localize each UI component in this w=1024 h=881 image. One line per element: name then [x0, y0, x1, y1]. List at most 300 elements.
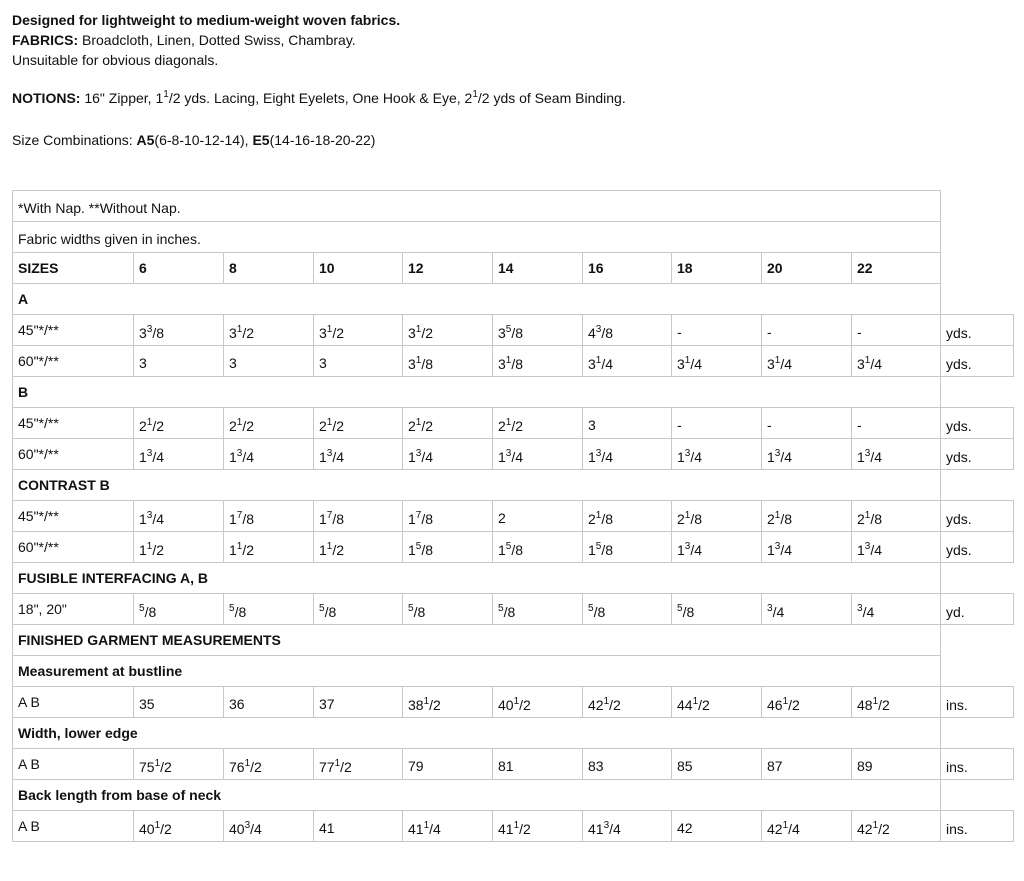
cell-whole: -: [857, 324, 862, 340]
cell-whole: 3: [408, 356, 416, 372]
table-row: [13, 501, 1014, 532]
table-row: [13, 687, 1014, 718]
cell-denominator: /2: [250, 759, 262, 775]
cell-denominator: /4: [152, 449, 165, 465]
yardage-cell-size-22: [852, 532, 941, 563]
cell-denominator: /8: [511, 542, 524, 558]
cell-denominator: /8: [421, 511, 434, 527]
cell-whole: 36: [229, 696, 245, 712]
cell-denominator: /4: [601, 356, 614, 372]
section-title: Width, lower edge: [13, 718, 941, 749]
cell-numerator: 1: [236, 541, 243, 552]
yardage-cell-size-22: [852, 408, 941, 439]
cell-denominator: /2: [152, 542, 165, 558]
cell-numerator: 1: [505, 355, 512, 366]
cell-whole: 40: [498, 697, 514, 713]
yardage-cell-size-16: [583, 501, 672, 532]
table-row: [13, 594, 1014, 625]
cell-numerator: 1: [326, 324, 333, 335]
cell-numerator: 1: [244, 758, 251, 769]
cell-numerator: 7: [236, 510, 243, 521]
cell-whole: 1: [139, 511, 147, 527]
fabric-width-label: 60"*/**: [13, 532, 134, 563]
fabric-width-label: 60"*/**: [13, 439, 134, 470]
cell-denominator: /2: [242, 418, 255, 434]
cell-numerator: 1: [684, 355, 691, 366]
yardage-cell-size-14: [493, 687, 583, 718]
cell-denominator: /4: [870, 542, 883, 558]
cell-numerator: 3: [857, 603, 863, 614]
cell-numerator: 1: [415, 417, 422, 428]
cell-whole: 2: [408, 418, 416, 434]
yardage-cell-size-16: [583, 811, 672, 842]
yardage-cell-size-12: [403, 594, 493, 625]
yardage-cell-size-22: [852, 315, 941, 346]
cell-denominator: /2: [878, 697, 890, 713]
yardage-cell-size-12: [403, 346, 493, 377]
cell-whole: 1: [319, 542, 327, 558]
cell-numerator: 3: [595, 324, 602, 335]
size-header-10: 10: [314, 253, 403, 284]
size-header-22: 22: [852, 253, 941, 284]
cell-whole: 3: [498, 325, 506, 341]
cell-whole: -: [677, 324, 682, 340]
cell-denominator: /8: [242, 511, 255, 527]
cell-denominator: /8: [152, 325, 165, 341]
cell-whole: 3: [677, 356, 685, 372]
cell-denominator: /2: [788, 697, 800, 713]
yardage-cell-size-10: [314, 749, 403, 780]
yardage-cell-size-12: [403, 687, 493, 718]
yardage-cell-size-8: [224, 749, 314, 780]
yardage-cell-size-22: [852, 687, 941, 718]
yardage-cell-size-18: [672, 346, 762, 377]
cell-numerator: 1: [864, 355, 871, 366]
table-note-row: [13, 191, 1014, 222]
yardage-cell-size-14: [493, 439, 583, 470]
cell-whole: 1: [139, 542, 147, 558]
cell-whole: 1: [767, 449, 775, 465]
yardage-cell-size-14: [493, 346, 583, 377]
cell-whole: 2: [857, 511, 865, 527]
cell-numerator: 3: [146, 510, 153, 521]
cell-whole: 42: [588, 697, 604, 713]
cell-whole: 37: [319, 696, 335, 712]
fabric-width-label: 18", 20": [13, 594, 134, 625]
yardage-cell-size-12: [403, 501, 493, 532]
table-note-row: [13, 222, 1014, 253]
cell-denominator: /4: [242, 449, 255, 465]
cell-numerator: 1: [595, 510, 602, 521]
cell-whole: 77: [319, 759, 335, 775]
cell-denominator: /8: [682, 604, 695, 620]
cell-numerator: 1: [146, 541, 153, 552]
notions-line: NOTIONS: 16" Zipper, $1^1/2$ yds. Lacing, Eight Eyelets, One Hook & Eye, $2^1/2$ yds of Seam Binding.: [12, 89, 626, 106]
cell-whole: 38: [408, 697, 424, 713]
cell-numerator: 5: [505, 541, 512, 552]
section-header-row: [13, 284, 1014, 315]
fabric-width-label: A B: [13, 687, 134, 718]
cell-numerator: 3: [415, 448, 422, 459]
cell-whole: 3: [498, 356, 506, 372]
cell-whole: 76: [229, 759, 245, 775]
cell-numerator: 1: [236, 324, 243, 335]
cell-denominator: /4: [690, 356, 703, 372]
cell-whole: 48: [857, 697, 873, 713]
cell-whole: 1: [229, 449, 237, 465]
yardage-cell-size-6: [134, 811, 224, 842]
cell-numerator: 5: [595, 541, 602, 552]
yardage-cell-size-16: [583, 532, 672, 563]
section-header-row: [13, 718, 1014, 749]
yardage-cell-size-16: [583, 346, 672, 377]
yardage-cell-size-18: [672, 501, 762, 532]
cell-numerator: 5: [229, 603, 235, 614]
yardage-cell-size-12: [403, 439, 493, 470]
size-combinations-line: Size Combinations: A5(6-8-10-12-14), E5(14-16-18-20-22): [12, 132, 376, 148]
yardage-cell-size-18: [672, 439, 762, 470]
cell-whole: 40: [229, 821, 245, 837]
yardage-cell-size-6: [134, 532, 224, 563]
cell-denominator: /2: [332, 418, 345, 434]
yardage-cell-size-22: [852, 346, 941, 377]
fabric-width-label: 45"*/**: [13, 315, 134, 346]
cell-numerator: 1: [774, 355, 781, 366]
cell-whole: 3: [139, 355, 147, 371]
cell-whole: 2: [498, 510, 506, 526]
yardage-cell-size-10: [314, 346, 403, 377]
unit-label: ins.: [941, 687, 1014, 718]
cell-denominator: /8: [511, 356, 524, 372]
cell-denominator: /8: [421, 542, 434, 558]
yardage-cell-size-22: [852, 749, 941, 780]
cell-whole: 1: [139, 449, 147, 465]
yardage-cell-size-12: [403, 408, 493, 439]
cell-whole: 1: [588, 449, 596, 465]
cell-numerator: 3: [774, 541, 781, 552]
unit-label: yds.: [941, 408, 1014, 439]
cell-whole: 2: [588, 511, 596, 527]
cell-numerator: 5: [139, 603, 145, 614]
unit-label: ins.: [941, 811, 1014, 842]
section-header-row: [13, 625, 1014, 656]
yardage-cell-size-20: [762, 408, 852, 439]
cell-whole: 3: [229, 355, 237, 371]
cell-numerator: 1: [334, 758, 341, 769]
yardage-cell-size-12: [403, 749, 493, 780]
yardage-cell-size-8: [224, 501, 314, 532]
cell-numerator: 1: [154, 820, 161, 831]
cell-denominator: /4: [870, 356, 883, 372]
yardage-cell-size-6: [134, 749, 224, 780]
cell-denominator: /4: [862, 604, 875, 620]
cell-whole: -: [767, 324, 772, 340]
cell-numerator: 3: [864, 448, 871, 459]
unit-label: yds.: [941, 439, 1014, 470]
yardage-cell-size-22: [852, 594, 941, 625]
table-row: [13, 749, 1014, 780]
yardage-cell-size-10: [314, 532, 403, 563]
fabric-width-label: 45"*/**: [13, 408, 134, 439]
cell-numerator: 1: [513, 820, 520, 831]
section-header-row: [13, 377, 1014, 408]
cell-whole: 1: [677, 449, 685, 465]
cell-denominator: /8: [324, 604, 337, 620]
yardage-cell-size-14: [493, 811, 583, 842]
cell-numerator: 1: [326, 417, 333, 428]
cell-denominator: /4: [690, 449, 703, 465]
yardage-cell-size-6: [134, 687, 224, 718]
yardage-table: [12, 190, 1014, 842]
cell-denominator: /4: [511, 449, 524, 465]
yardage-cell-size-6: [134, 439, 224, 470]
yardage-cell-size-14: [493, 501, 583, 532]
cell-denominator: /4: [780, 449, 793, 465]
yardage-cell-size-20: [762, 749, 852, 780]
cell-denominator: /4: [772, 604, 785, 620]
section-header-row: [13, 656, 1014, 687]
cell-whole: 41: [498, 821, 514, 837]
size-code-a5: A5: [136, 132, 155, 148]
cell-whole: 42: [857, 821, 873, 837]
cell-numerator: 5: [505, 324, 512, 335]
size-code-e5: E5: [252, 132, 270, 148]
cell-whole: 41: [408, 821, 424, 837]
section-header-row: [13, 470, 1014, 501]
size-header-14: 14: [493, 253, 583, 284]
yardage-cell-size-14: [493, 315, 583, 346]
cell-whole: 2: [319, 418, 327, 434]
fabric-weight-note: Designed for lightweight to medium-weight woven fabrics.: [12, 12, 401, 28]
yardage-cell-size-22: [852, 811, 941, 842]
yardage-cell-size-22: [852, 439, 941, 470]
unit-label: yd.: [941, 594, 1014, 625]
cell-whole: 3: [319, 325, 327, 341]
yardage-cell-size-6: [134, 315, 224, 346]
cell-denominator: /8: [144, 604, 157, 620]
yardage-cell-size-14: [493, 749, 583, 780]
cell-numerator: 3: [236, 448, 243, 459]
cell-whole: 2: [767, 511, 775, 527]
cell-whole: 1: [229, 511, 237, 527]
cell-denominator: /4: [429, 821, 441, 837]
cell-numerator: 1: [782, 696, 789, 707]
yardage-cell-size-14: [493, 408, 583, 439]
fabrics-label: FABRICS:: [12, 32, 79, 48]
cell-whole: 3: [767, 356, 775, 372]
fabric-width-label: 60"*/**: [13, 346, 134, 377]
cell-denominator: /4: [780, 542, 793, 558]
cell-denominator: /8: [332, 511, 345, 527]
yardage-cell-size-10: [314, 439, 403, 470]
cell-numerator: 1: [774, 510, 781, 521]
cell-denominator: /8: [413, 604, 426, 620]
cell-denominator: /4: [250, 821, 262, 837]
cell-denominator: /2: [160, 759, 172, 775]
yardage-cell-size-8: [224, 439, 314, 470]
cell-numerator: 3: [244, 820, 251, 831]
cell-numerator: 3: [603, 820, 610, 831]
cell-numerator: 1: [236, 417, 243, 428]
unit-label: yds.: [941, 315, 1014, 346]
cell-numerator: 5: [319, 603, 325, 614]
cell-whole: 3: [229, 325, 237, 341]
cell-denominator: /4: [690, 542, 703, 558]
size-header-16: 16: [583, 253, 672, 284]
cell-numerator: 5: [677, 603, 683, 614]
cell-numerator: 1: [423, 820, 430, 831]
yardage-cell-size-8: [224, 594, 314, 625]
yardage-cell-size-8: [224, 408, 314, 439]
cell-whole: 75: [139, 759, 155, 775]
cell-numerator: 1: [782, 820, 789, 831]
yardage-cell-size-6: [134, 346, 224, 377]
cell-denominator: /8: [234, 604, 247, 620]
cell-denominator: /2: [332, 325, 345, 341]
cell-numerator: 1: [864, 510, 871, 521]
cell-whole: -: [857, 417, 862, 433]
cell-denominator: /2: [519, 821, 531, 837]
cell-denominator: /8: [601, 511, 614, 527]
cell-numerator: 1: [505, 417, 512, 428]
table-row: [13, 408, 1014, 439]
yardage-cell-size-20: [762, 315, 852, 346]
yardage-cell-size-18: [672, 315, 762, 346]
yardage-cell-size-18: [672, 811, 762, 842]
fabrics-value: Broadcloth, Linen, Dotted Swiss, Chambray.: [78, 32, 356, 48]
cell-whole: 3: [857, 356, 865, 372]
cell-whole: 41: [319, 820, 335, 836]
cell-whole: 4: [588, 325, 596, 341]
cell-denominator: /2: [429, 697, 441, 713]
cell-whole: 1: [408, 542, 416, 558]
cell-whole: -: [767, 417, 772, 433]
cell-numerator: 5: [408, 603, 414, 614]
size-header-8: 8: [224, 253, 314, 284]
cell-numerator: 1: [146, 417, 153, 428]
cell-denominator: /2: [511, 418, 524, 434]
cell-whole: 3: [319, 355, 327, 371]
yardage-cell-size-20: [762, 687, 852, 718]
yardage-cell-size-12: [403, 532, 493, 563]
cell-numerator: 5: [415, 541, 422, 552]
yardage-cell-size-16: [583, 749, 672, 780]
yardage-cell-size-8: [224, 532, 314, 563]
cell-whole: 1: [857, 449, 865, 465]
fabric-width-label: 45"*/**: [13, 501, 134, 532]
cell-denominator: /8: [780, 511, 793, 527]
yardage-cell-size-10: [314, 408, 403, 439]
size-header-12: 12: [403, 253, 493, 284]
cell-whole: 2: [229, 418, 237, 434]
cell-denominator: /4: [601, 449, 614, 465]
yardage-cell-size-18: [672, 408, 762, 439]
cell-denominator: /8: [601, 542, 614, 558]
yardage-cell-size-16: [583, 687, 672, 718]
cell-whole: 1: [229, 542, 237, 558]
cell-whole: 35: [139, 696, 155, 712]
cell-numerator: 1: [684, 510, 691, 521]
cell-denominator: /8: [503, 604, 516, 620]
table-row: [13, 811, 1014, 842]
table-row: [13, 315, 1014, 346]
cell-numerator: 1: [415, 324, 422, 335]
cell-numerator: 3: [774, 448, 781, 459]
fabric-width-note: Fabric widths given in inches.: [13, 222, 941, 253]
cell-denominator: /8: [421, 356, 434, 372]
cell-whole: 2: [139, 418, 147, 434]
cell-numerator: 3: [864, 541, 871, 552]
cell-whole: 1: [319, 449, 327, 465]
cell-whole: 3: [408, 325, 416, 341]
yardage-cell-size-20: [762, 811, 852, 842]
cell-whole: 46: [767, 697, 783, 713]
yardage-cell-size-16: [583, 408, 672, 439]
cell-whole: 83: [588, 758, 604, 774]
cell-numerator: 3: [684, 448, 691, 459]
cell-denominator: /8: [601, 325, 614, 341]
section-title: FUSIBLE INTERFACING A, B: [13, 563, 941, 594]
yardage-cell-size-22: [852, 501, 941, 532]
size-header-20: 20: [762, 253, 852, 284]
cell-whole: 41: [588, 821, 604, 837]
cell-denominator: /2: [332, 542, 345, 558]
yardage-cell-size-10: [314, 501, 403, 532]
cell-whole: 1: [767, 542, 775, 558]
table-row: [13, 532, 1014, 563]
cell-denominator: /2: [698, 697, 710, 713]
cell-denominator: /2: [242, 542, 255, 558]
sizes-header-row: [13, 253, 1014, 284]
section-title: A: [13, 284, 941, 315]
fabrics-line: [12, 30, 1012, 50]
cell-numerator: 3: [684, 541, 691, 552]
yardage-cell-size-12: [403, 315, 493, 346]
cell-numerator: 1: [326, 541, 333, 552]
yardage-cell-size-16: [583, 315, 672, 346]
yardage-cell-size-10: [314, 687, 403, 718]
cell-denominator: /4: [609, 821, 621, 837]
section-header-row: [13, 780, 1014, 811]
cell-numerator: 1: [872, 696, 879, 707]
cell-whole: 2: [498, 418, 506, 434]
cell-numerator: 3: [595, 448, 602, 459]
cell-numerator: 3: [326, 448, 333, 459]
cell-numerator: 3: [767, 603, 773, 614]
yardage-cell-size-8: [224, 315, 314, 346]
cell-whole: 79: [408, 758, 424, 774]
yardage-cell-size-18: [672, 749, 762, 780]
cell-numerator: 1: [154, 758, 161, 769]
cell-denominator: /8: [511, 325, 524, 341]
yardage-cell-size-6: [134, 501, 224, 532]
section-title: CONTRAST B: [13, 470, 941, 501]
yardage-cell-size-20: [762, 439, 852, 470]
cell-numerator: 1: [415, 355, 422, 366]
table-row: [13, 439, 1014, 470]
sizes-label: SIZES: [13, 253, 134, 284]
cell-denominator: /8: [870, 511, 883, 527]
unit-label: ins.: [941, 749, 1014, 780]
yardage-cell-size-6: [134, 408, 224, 439]
cell-denominator: /2: [519, 697, 531, 713]
unit-label: yds.: [941, 501, 1014, 532]
unsuitable-note: Unsuitable for obvious diagonals.: [12, 52, 219, 68]
yardage-cell-size-10: [314, 315, 403, 346]
cell-whole: 2: [677, 511, 685, 527]
cell-numerator: 5: [498, 603, 504, 614]
yardage-cell-size-12: [403, 811, 493, 842]
